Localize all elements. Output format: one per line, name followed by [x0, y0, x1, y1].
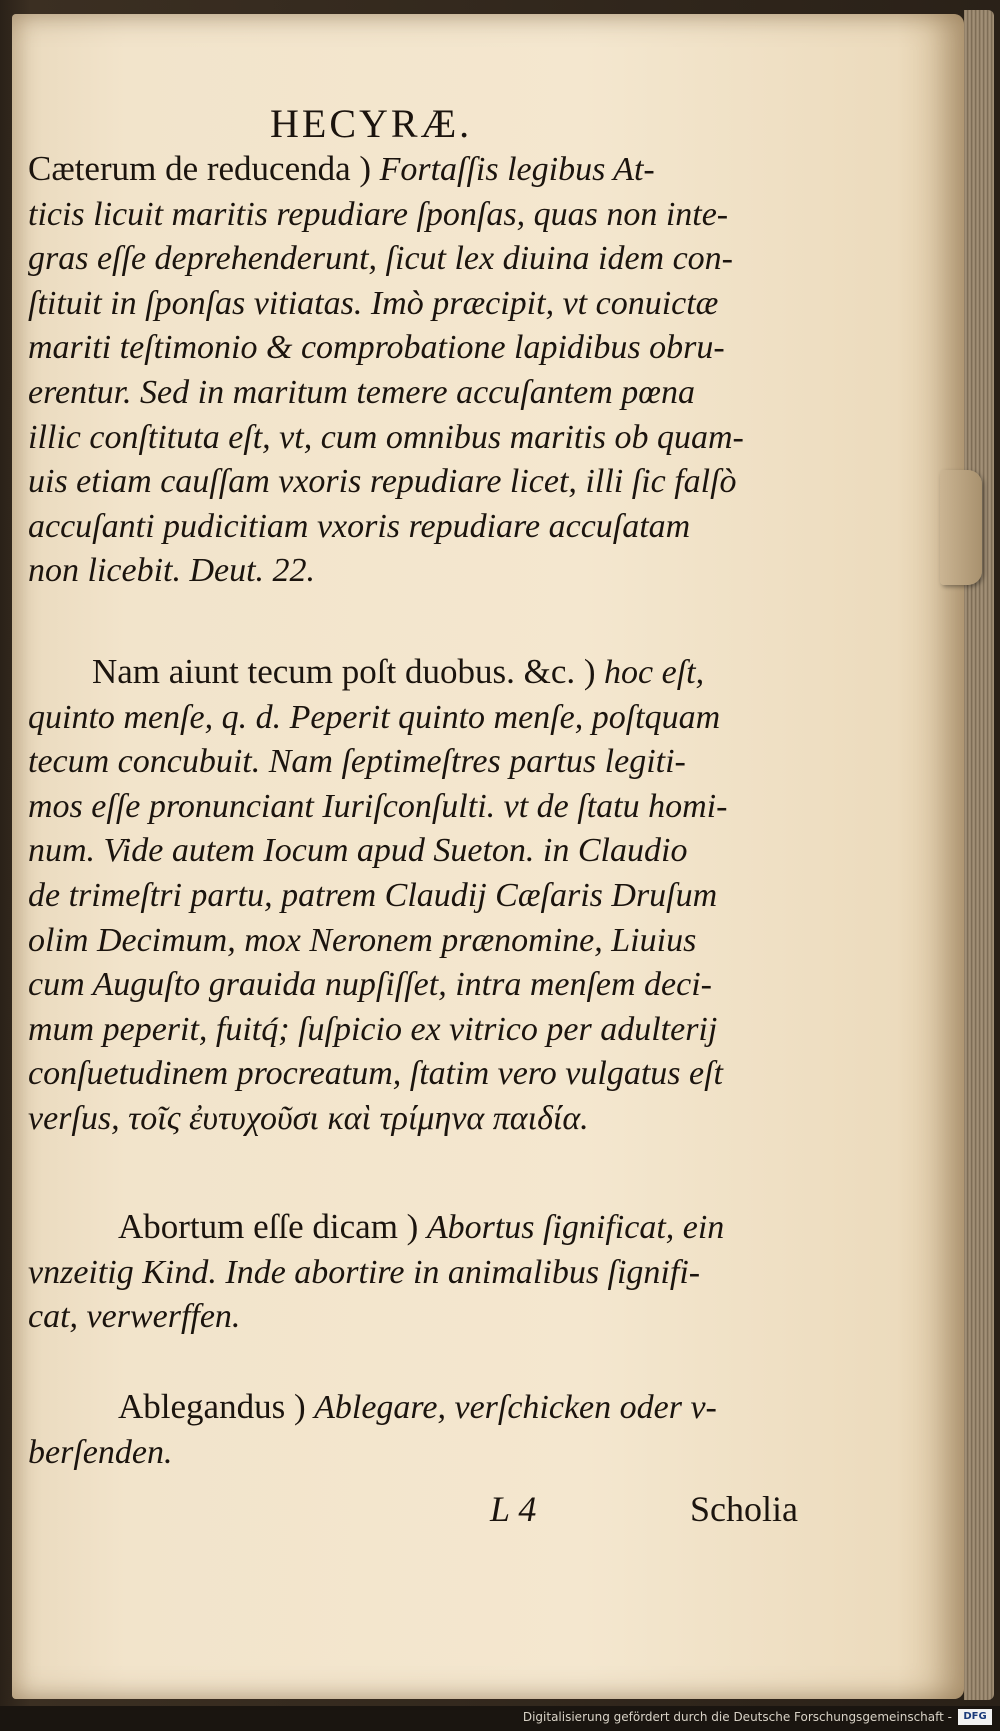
text-line: olim Decimum, mox Neronem prænomine, Liuius	[28, 921, 697, 959]
text-line: Ablegare, verſchicken oder v-	[314, 1389, 717, 1426]
paragraph-reducenda	[28, 147, 818, 594]
digitization-footer	[0, 1706, 1000, 1731]
catchword: Scholia	[690, 1489, 798, 1529]
text-line: uis etiam cauſſam vxoris repudiare licet, illi ſic falſò	[28, 463, 737, 501]
text-line: non licebit. Deut. 22.	[28, 552, 316, 590]
paragraph-abortum	[28, 1205, 818, 1340]
paragraph-ablegandus	[28, 1385, 818, 1475]
text-line: Abortus ſignificat, ein	[426, 1209, 725, 1246]
text-line: mos eſſe pronunciant Iuriſconſulti. vt de ſtatu homi-	[28, 787, 728, 825]
text-line: ticis licuit maritis repudiare ſponſas, quas non inte-	[28, 195, 729, 233]
text-line: quinto menſe, q. d. Peperit quinto menſe, poſtquam	[28, 698, 721, 736]
text-line: mariti teſtimonio & comprobatione lapidibus obru-	[28, 329, 725, 367]
text-line: mum peperit, fuitq́; ſuſpicio ex vitrico per adulterij	[28, 1010, 718, 1048]
text-line: cat, verwerffen.	[28, 1298, 241, 1336]
text-line: cum Auguſto grauida nupſiſſet, intra menſem deci-	[28, 966, 713, 1004]
paragraph-nam-aiunt	[28, 650, 818, 1142]
dfg-logo: DFG	[958, 1709, 992, 1725]
signature-mark: L 4	[490, 1489, 537, 1529]
text-line: Fortaſſis legibus At-	[379, 151, 655, 188]
text-line: hoc eſt,	[604, 654, 705, 691]
text-line: de trimeſtri partu, patrem Claudij Cæſaris Druſum	[28, 876, 718, 914]
text-line: conſuetudinem procreatum, ſtatim vero vulgatus eſt	[28, 1055, 723, 1093]
text-line: ſtituit in ſponſas vitiatas. Imò præcipit, vt conuictæ	[28, 284, 719, 322]
bookmark-tab	[940, 470, 982, 585]
text-line: tecum concubuit. Nam ſeptimeſtres partus legiti-	[28, 743, 686, 781]
page-edge-stack	[964, 10, 994, 1700]
text-line: erentur. Sed in maritum temere accuſantem pœna	[28, 373, 695, 411]
running-head: HECYRÆ.	[270, 101, 473, 146]
lemma: Ablegandus )	[118, 1387, 306, 1426]
text-line: vnzeitig Kind. Inde abortire in animalibus ſignifi-	[28, 1253, 701, 1291]
text-line: gras eſſe deprehenderunt, ſicut lex diuina idem con-	[28, 240, 734, 278]
text-line: illic conſtituta eſt, vt, cum omnibus maritis ob quam-	[28, 418, 744, 456]
footer-credit: Digitalisierung gefördert durch die Deutsche Forschungsgemeinschaft -	[522, 1710, 952, 1724]
text-line: num. Vide autem Iocum apud Sueton. in Claudio	[28, 832, 688, 870]
lemma: Nam aiunt tecum poſt duobus. &c. )	[92, 652, 596, 691]
text-line: accuſanti pudicitiam vxoris repudiare accuſatam	[28, 507, 691, 545]
text-line-greek: verſus, τοῖς ἐυτυχοῦσι καὶ τρίμηνα παιδία.	[28, 1099, 589, 1137]
lemma: Cæterum de reducenda )	[28, 149, 372, 188]
lemma: Abortum eſſe dicam )	[118, 1207, 419, 1246]
text-line: berſenden.	[28, 1433, 173, 1471]
